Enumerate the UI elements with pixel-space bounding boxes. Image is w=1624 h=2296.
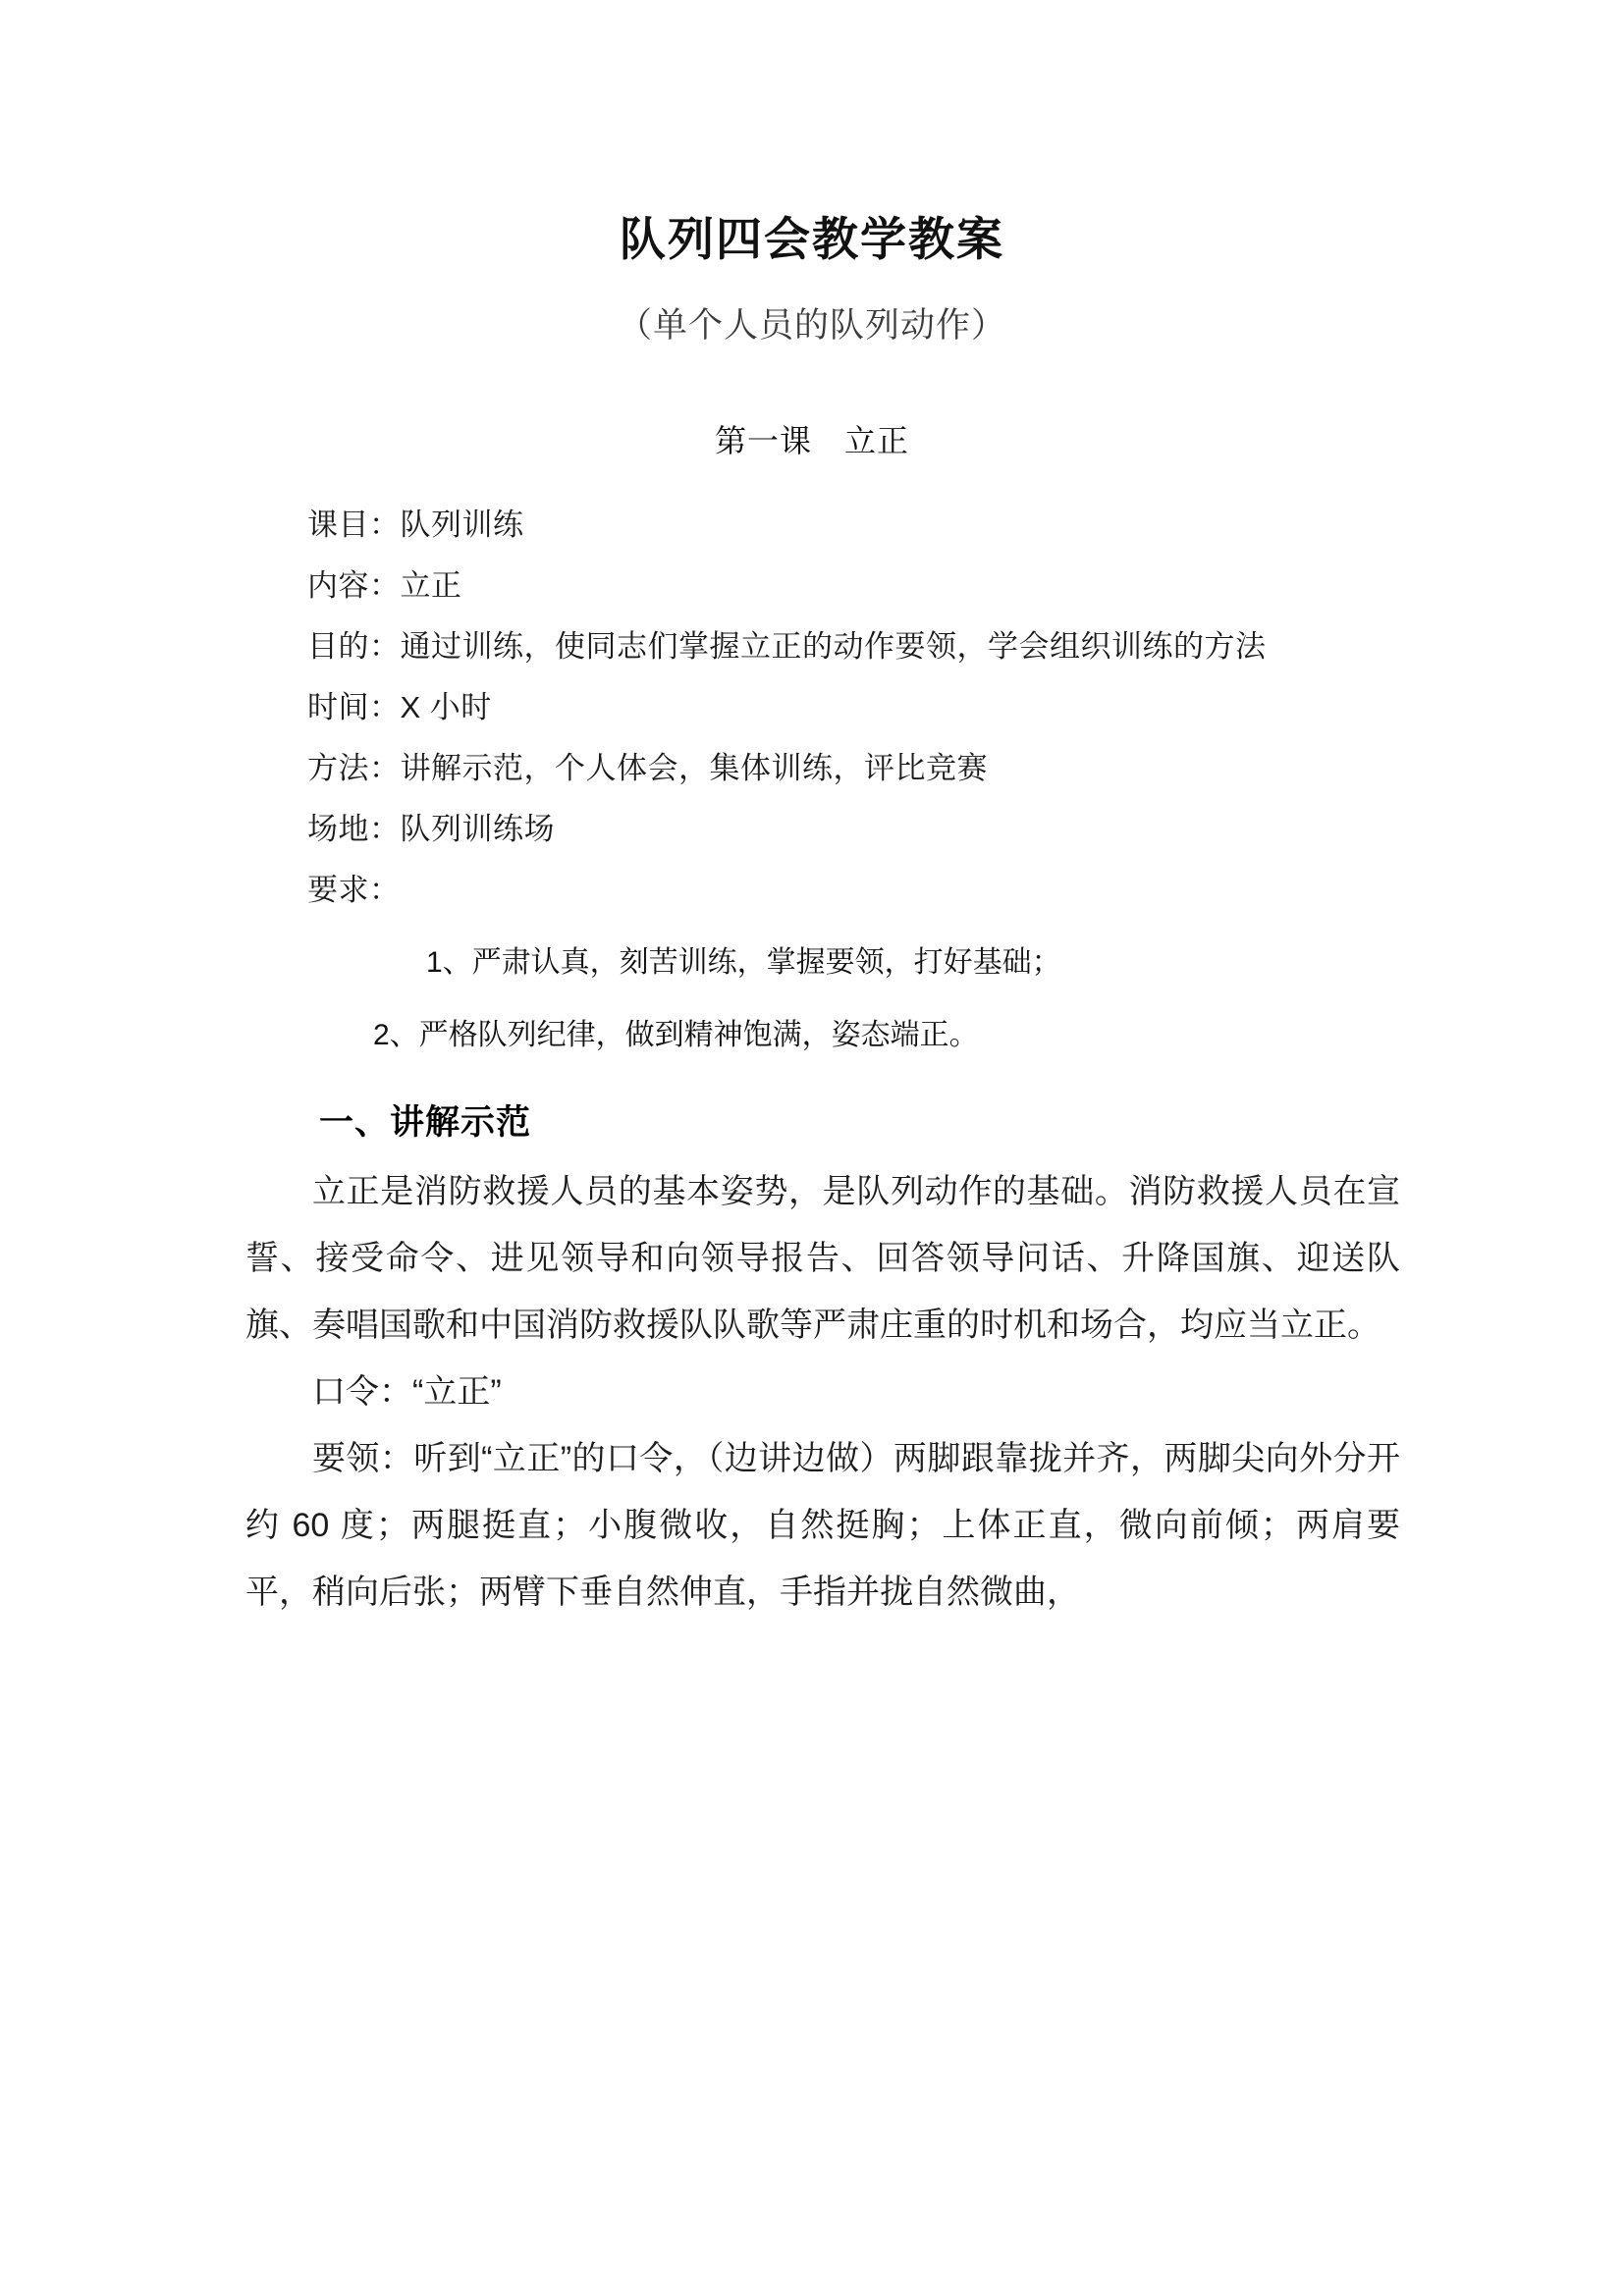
info-item-method: 方法：讲解示范，个人体会，集体训练，评比竞赛 [307, 751, 988, 786]
info-item-requirements-label: 要求： [307, 873, 401, 908]
requirement-item-1: 1、严肃认真，刻苦训练，掌握要领，打好基础； [426, 946, 1061, 980]
page-subtitle: （单个人员的队列动作） [617, 306, 1006, 346]
page-title: 队列四会教学教案 [620, 215, 1004, 266]
paragraph-key-points: 要领：听到“立正”的口令，（边讲边做）两脚跟靠拢并齐，两脚尖向外分开约 60 度；两腿挺直；小腹微收，自然挺胸；上体正直，微向前倾；两肩要平，稍向后张；两臂下垂自然伸直，手指并拢自然微曲， [245, 1440, 1400, 1612]
info-item-time: 时间：X 小时 [307, 690, 492, 725]
lesson-info-list [0, 461, 1624, 908]
info-item-location: 场地：队列训练场 [307, 812, 555, 847]
info-item-subject: 课目：队列训练 [307, 507, 524, 543]
lesson-heading: 第一课 立正 [714, 423, 909, 459]
section-heading-demonstration: 一、讲解示范 [319, 1103, 532, 1143]
info-item-content: 内容：立正 [307, 568, 462, 604]
info-item-purpose: 目的：通过训练，使同志们掌握立正的动作要领，学会组织训练的方法 [307, 629, 1267, 665]
section-body [245, 1145, 1400, 1626]
paragraph-definition: 立正是消防救援人员的基本姿势，是队列动作的基础。消防救援人员在宣誓、接受命令、进见领导和向领导报告、回答领导问话、升降国旗、迎送队旗、奏唱国歌和中国消防救援队队歌等严肃庄重的时机和场合，均应当立正。 [245, 1173, 1400, 1345]
requirement-item-2: 2、严格队列纪律，做到精神饱满，姿态端正。 [373, 1019, 979, 1052]
paragraph-command: 口令：“立正” [312, 1373, 502, 1412]
